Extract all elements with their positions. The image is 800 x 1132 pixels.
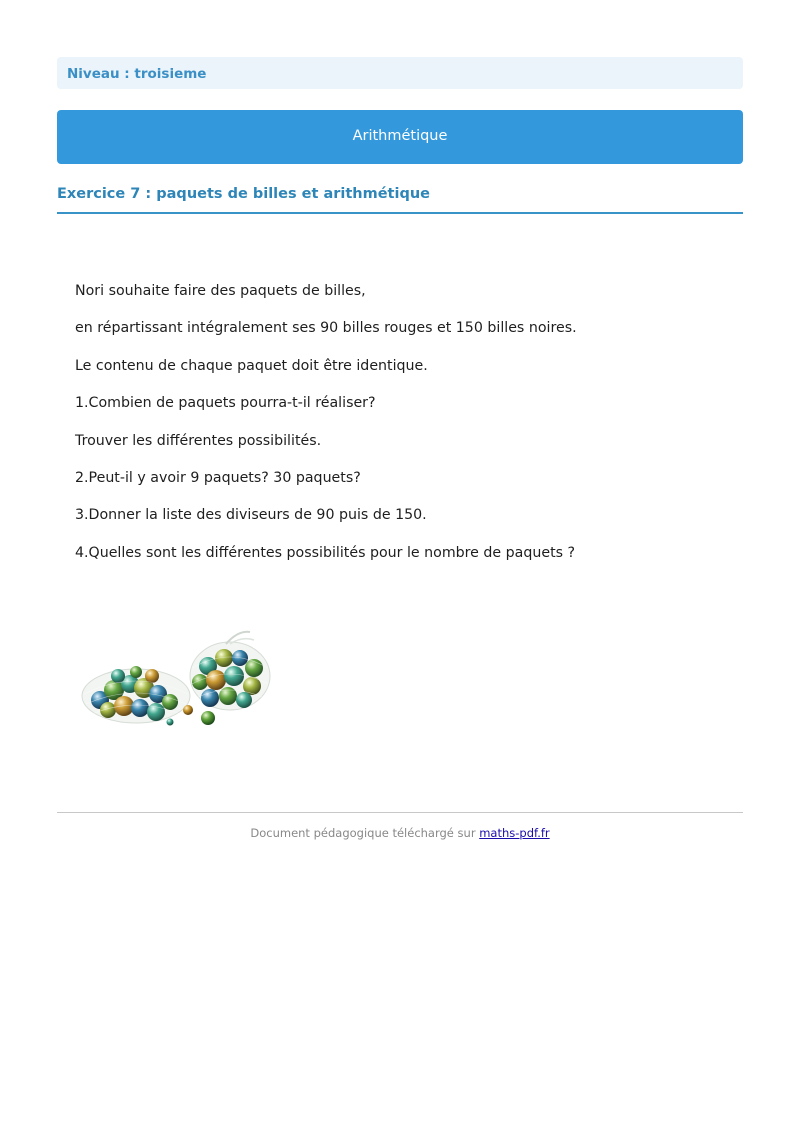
exercise-statement	[75, 283, 735, 582]
footer-divider	[57, 812, 743, 813]
statement-line: en répartissant intégralement ses 90 billes rouges et 150 billes noires.	[75, 320, 577, 337]
question-3: 3.Donner la liste des diviseurs de 90 puis de 150.	[75, 507, 427, 524]
title-divider	[57, 212, 743, 214]
question-4: 4.Quelles sont les différentes possibilités pour le nombre de paquets ?	[75, 544, 576, 561]
question-2: 2.Peut-il y avoir 9 paquets? 30 paquets?	[75, 469, 361, 486]
category-banner	[57, 110, 743, 164]
footer-prefix: Document pédagogique téléchargé sur	[250, 826, 480, 840]
statement-line: Nori souhaite faire des paquets de billes,	[75, 283, 366, 299]
exercise-title: Exercice 7 : paquets de billes et arithmétique	[57, 186, 430, 202]
category-label: Arithmétique	[352, 128, 448, 144]
marbles-image	[78, 628, 273, 734]
level-label: Niveau : troisieme	[67, 66, 207, 82]
footer	[0, 826, 800, 840]
statement-line: Le contenu de chaque paquet doit être identique.	[75, 357, 428, 374]
level-box	[57, 57, 743, 89]
footer-link[interactable]: maths-pdf.fr	[479, 826, 550, 840]
question-1: 1.Combien de paquets pourra-t-il réaliser?	[75, 395, 376, 412]
statement-line: Trouver les différentes possibilités.	[75, 432, 322, 449]
